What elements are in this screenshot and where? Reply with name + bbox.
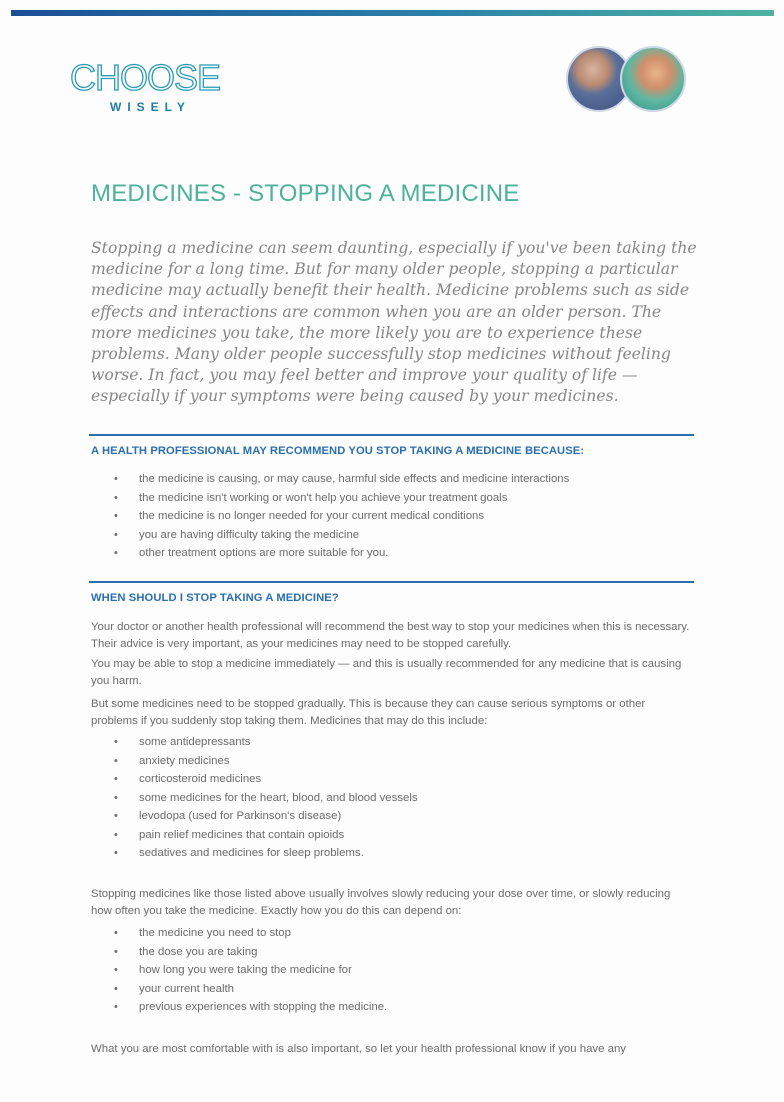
top-accent-bar xyxy=(11,10,774,16)
list-item: • some antidepressants xyxy=(91,733,691,752)
list-item: • the medicine is causing, or may cause, harmful side effects and medicine interactions xyxy=(91,470,691,489)
list-item: • you are having difficulty taking the medicine xyxy=(91,526,691,545)
bullet-icon: • xyxy=(114,828,118,841)
bullet-icon: • xyxy=(114,982,118,995)
bullet-icon: • xyxy=(114,736,118,748)
bullet-icon: • xyxy=(114,964,118,976)
bullet-icon: • xyxy=(114,927,118,939)
list-item: • sedatives and medicines for sleep problems. xyxy=(91,844,691,863)
bullet-icon: • xyxy=(114,547,118,559)
list-item: • the medicine you need to stop xyxy=(91,924,691,943)
logo-wordmark: CHOOSE xyxy=(70,57,221,98)
dose-factors-list xyxy=(91,924,691,1017)
list-item: • your current health xyxy=(91,980,691,999)
bullet-icon: • xyxy=(114,773,118,785)
intro-paragraph: Stopping a medicine can seem daunting, especially if you've been taking the medicine for a long time. But for many older people, stopping a particular medicine may actually benefit their health. Medicine problems such as side effects and interactions are common when you are an older person. The more medicines you take, the more likely you are to experience these problems. Many older people successfully stop medicines without feeling worse. In fact, you may feel better and improve your quality of life — especially if your symptoms were being caused by your medicines. xyxy=(91,239,697,406)
choose-wisely-logo xyxy=(70,58,230,118)
bullet-icon: • xyxy=(114,1001,118,1013)
bullet-icon: • xyxy=(114,754,118,767)
bullet-icon: • xyxy=(114,847,118,859)
body-paragraph: But some medicines need to be stopped gradually. This is because they can cause serious symptoms or other problems if you suddenly stop taking them. Medicines that may do this include: xyxy=(91,698,646,727)
list-item: • the medicine is no longer needed for your current medical conditions xyxy=(91,507,691,526)
list-item: • the dose you are taking xyxy=(91,943,691,962)
body-paragraph: What you are most comfortable with is also important, so let your health professional know if you have any xyxy=(91,1043,626,1055)
list-item: • the medicine isn't working or won't help you achieve your treatment goals xyxy=(91,489,691,508)
bullet-icon: • xyxy=(114,945,118,958)
list-item: • corticosteroid medicines xyxy=(91,770,691,789)
body-paragraph: Your doctor or another health professional will recommend the best way to stop your medicines when this is necessary. Their advice is very important, as your medicines may need to be stopped carefully. xyxy=(91,621,690,650)
header-photos xyxy=(566,46,684,110)
bullet-icon: • xyxy=(114,473,118,485)
section-divider xyxy=(89,434,694,436)
list-item: • how long you were taking the medicine for xyxy=(91,961,691,980)
photo-patient-image xyxy=(620,46,686,112)
list-item: • other treatment options are more suitable for you. xyxy=(91,544,691,563)
gradual-stop-medicines-list xyxy=(91,733,691,863)
bullet-icon: • xyxy=(114,810,118,822)
bullet-icon: • xyxy=(114,791,118,804)
reasons-list xyxy=(91,470,691,563)
section-divider xyxy=(89,581,694,583)
section-heading-when: WHEN SHOULD I STOP TAKING A MEDICINE? xyxy=(91,592,339,604)
body-paragraph: Stopping medicines like those listed above usually involves slowly reducing your dose over time, or slowly reducing how often you take the medicine. Exactly how you do this can depend on: xyxy=(91,888,671,917)
body-paragraph: You may be able to stop a medicine immediately — and this is usually recommended for any medicine that is causing you harm. xyxy=(91,658,682,687)
bullet-icon: • xyxy=(114,510,118,522)
list-item: • levodopa (used for Parkinson's disease) xyxy=(91,807,691,826)
section-heading-reasons: A HEALTH PROFESSIONAL MAY RECOMMEND YOU STOP TAKING A MEDICINE BECAUSE: xyxy=(91,445,585,457)
page-title: MEDICINES - STOPPING A MEDICINE xyxy=(91,180,520,207)
logo-subtitle: WISELY xyxy=(110,100,191,114)
list-item: • anxiety medicines xyxy=(91,752,691,771)
list-item: • pain relief medicines that contain opioids xyxy=(91,826,691,845)
bullet-icon: • xyxy=(114,528,118,541)
bullet-icon: • xyxy=(114,491,118,504)
list-item: • previous experiences with stopping the medicine. xyxy=(91,998,691,1017)
list-item: • some medicines for the heart, blood, and blood vessels xyxy=(91,789,691,808)
